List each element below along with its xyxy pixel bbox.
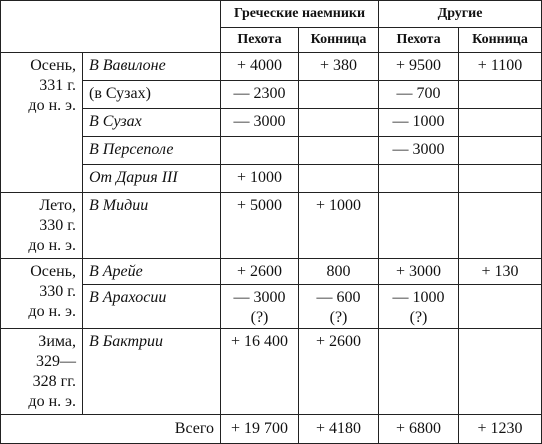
period-cell: Осень, 331 г. до н. э. <box>1 53 83 193</box>
total-row <box>1 415 542 444</box>
other-cavalry-cell <box>459 285 542 329</box>
table-row <box>1 193 542 259</box>
other-infantry-cell <box>379 193 459 259</box>
greek-infantry-cell <box>221 137 299 165</box>
place-cell: В Арахосии <box>83 285 221 329</box>
other-infantry-cell <box>379 329 459 415</box>
greek-cavalry-cell: 800 <box>299 259 379 285</box>
other-cavalry-cell <box>459 109 542 137</box>
table-row <box>1 81 542 109</box>
total-other-cavalry: + 1230 <box>459 415 542 444</box>
header-greek-infantry: Пехота <box>221 28 299 53</box>
greek-cavalry-cell <box>299 137 379 165</box>
other-infantry-cell <box>379 165 459 193</box>
uncertain-note: (?) <box>329 309 348 326</box>
other-infantry-cell: — 3000 <box>379 137 459 165</box>
uncertain-note: (?) <box>250 309 269 326</box>
place-cell: В Сузах <box>83 109 221 137</box>
table-row <box>1 137 542 165</box>
other-infantry-cell: + 9500 <box>379 53 459 81</box>
total-label: Всего <box>1 415 221 444</box>
value-text: — 1000 <box>392 289 445 306</box>
greek-infantry-cell: + 4000 <box>221 53 299 81</box>
header-greek-mercenaries: Греческие наемники <box>221 1 379 28</box>
greek-infantry-cell <box>221 285 299 329</box>
table-row <box>1 53 542 81</box>
table-row <box>1 329 542 415</box>
other-cavalry-cell <box>459 165 542 193</box>
other-infantry-cell <box>379 285 459 329</box>
header-blank-cell <box>1 1 221 53</box>
greek-infantry-cell: + 16 400 <box>221 329 299 415</box>
place-cell: От Дария III <box>83 165 221 193</box>
value-text: — 600 <box>316 289 361 306</box>
period-cell: Осень, 330 г. до н. э. <box>1 259 83 329</box>
greek-cavalry-cell <box>299 165 379 193</box>
header-others: Другие <box>379 1 542 28</box>
period-cell: Зима, 329— 328 гг. до н. э. <box>1 329 83 415</box>
other-cavalry-cell: + 130 <box>459 259 542 285</box>
place-cell: (в Сузах) <box>83 81 221 109</box>
greek-cavalry-cell: + 2600 <box>299 329 379 415</box>
greek-cavalry-cell <box>299 285 379 329</box>
header-row-groups <box>1 1 542 28</box>
total-greek-cavalry: + 4180 <box>299 415 379 444</box>
place-cell: В Мидии <box>83 193 221 259</box>
greek-cavalry-cell: + 1000 <box>299 193 379 259</box>
other-cavalry-cell <box>459 329 542 415</box>
header-greek-cavalry: Конница <box>299 28 379 53</box>
place-cell: В Арейе <box>83 259 221 285</box>
greek-infantry-cell: — 3000 <box>221 109 299 137</box>
table-row <box>1 285 542 329</box>
place-cell: В Бактрии <box>83 329 221 415</box>
other-cavalry-cell <box>459 137 542 165</box>
table-row <box>1 259 542 285</box>
uncertain-note: (?) <box>409 309 428 326</box>
greek-infantry-cell: + 2600 <box>221 259 299 285</box>
other-cavalry-cell <box>459 81 542 109</box>
greek-cavalry-cell <box>299 81 379 109</box>
header-other-cavalry: Конница <box>459 28 542 53</box>
period-cell: Лето, 330 г. до н. э. <box>1 193 83 259</box>
greek-cavalry-cell: + 380 <box>299 53 379 81</box>
greek-cavalry-cell <box>299 109 379 137</box>
total-other-infantry: + 6800 <box>379 415 459 444</box>
place-cell: В Персеполе <box>83 137 221 165</box>
greek-infantry-cell: + 1000 <box>221 165 299 193</box>
value-text: — 3000 <box>233 289 286 306</box>
table-row <box>1 109 542 137</box>
header-other-infantry: Пехота <box>379 28 459 53</box>
other-infantry-cell: + 3000 <box>379 259 459 285</box>
place-cell: В Вавилоне <box>83 53 221 81</box>
total-greek-infantry: + 19 700 <box>221 415 299 444</box>
other-infantry-cell: — 1000 <box>379 109 459 137</box>
greek-infantry-cell: + 5000 <box>221 193 299 259</box>
greek-infantry-cell: — 2300 <box>221 81 299 109</box>
other-cavalry-cell: + 1100 <box>459 53 542 81</box>
other-cavalry-cell <box>459 193 542 259</box>
other-infantry-cell: — 700 <box>379 81 459 109</box>
table-row <box>1 165 542 193</box>
